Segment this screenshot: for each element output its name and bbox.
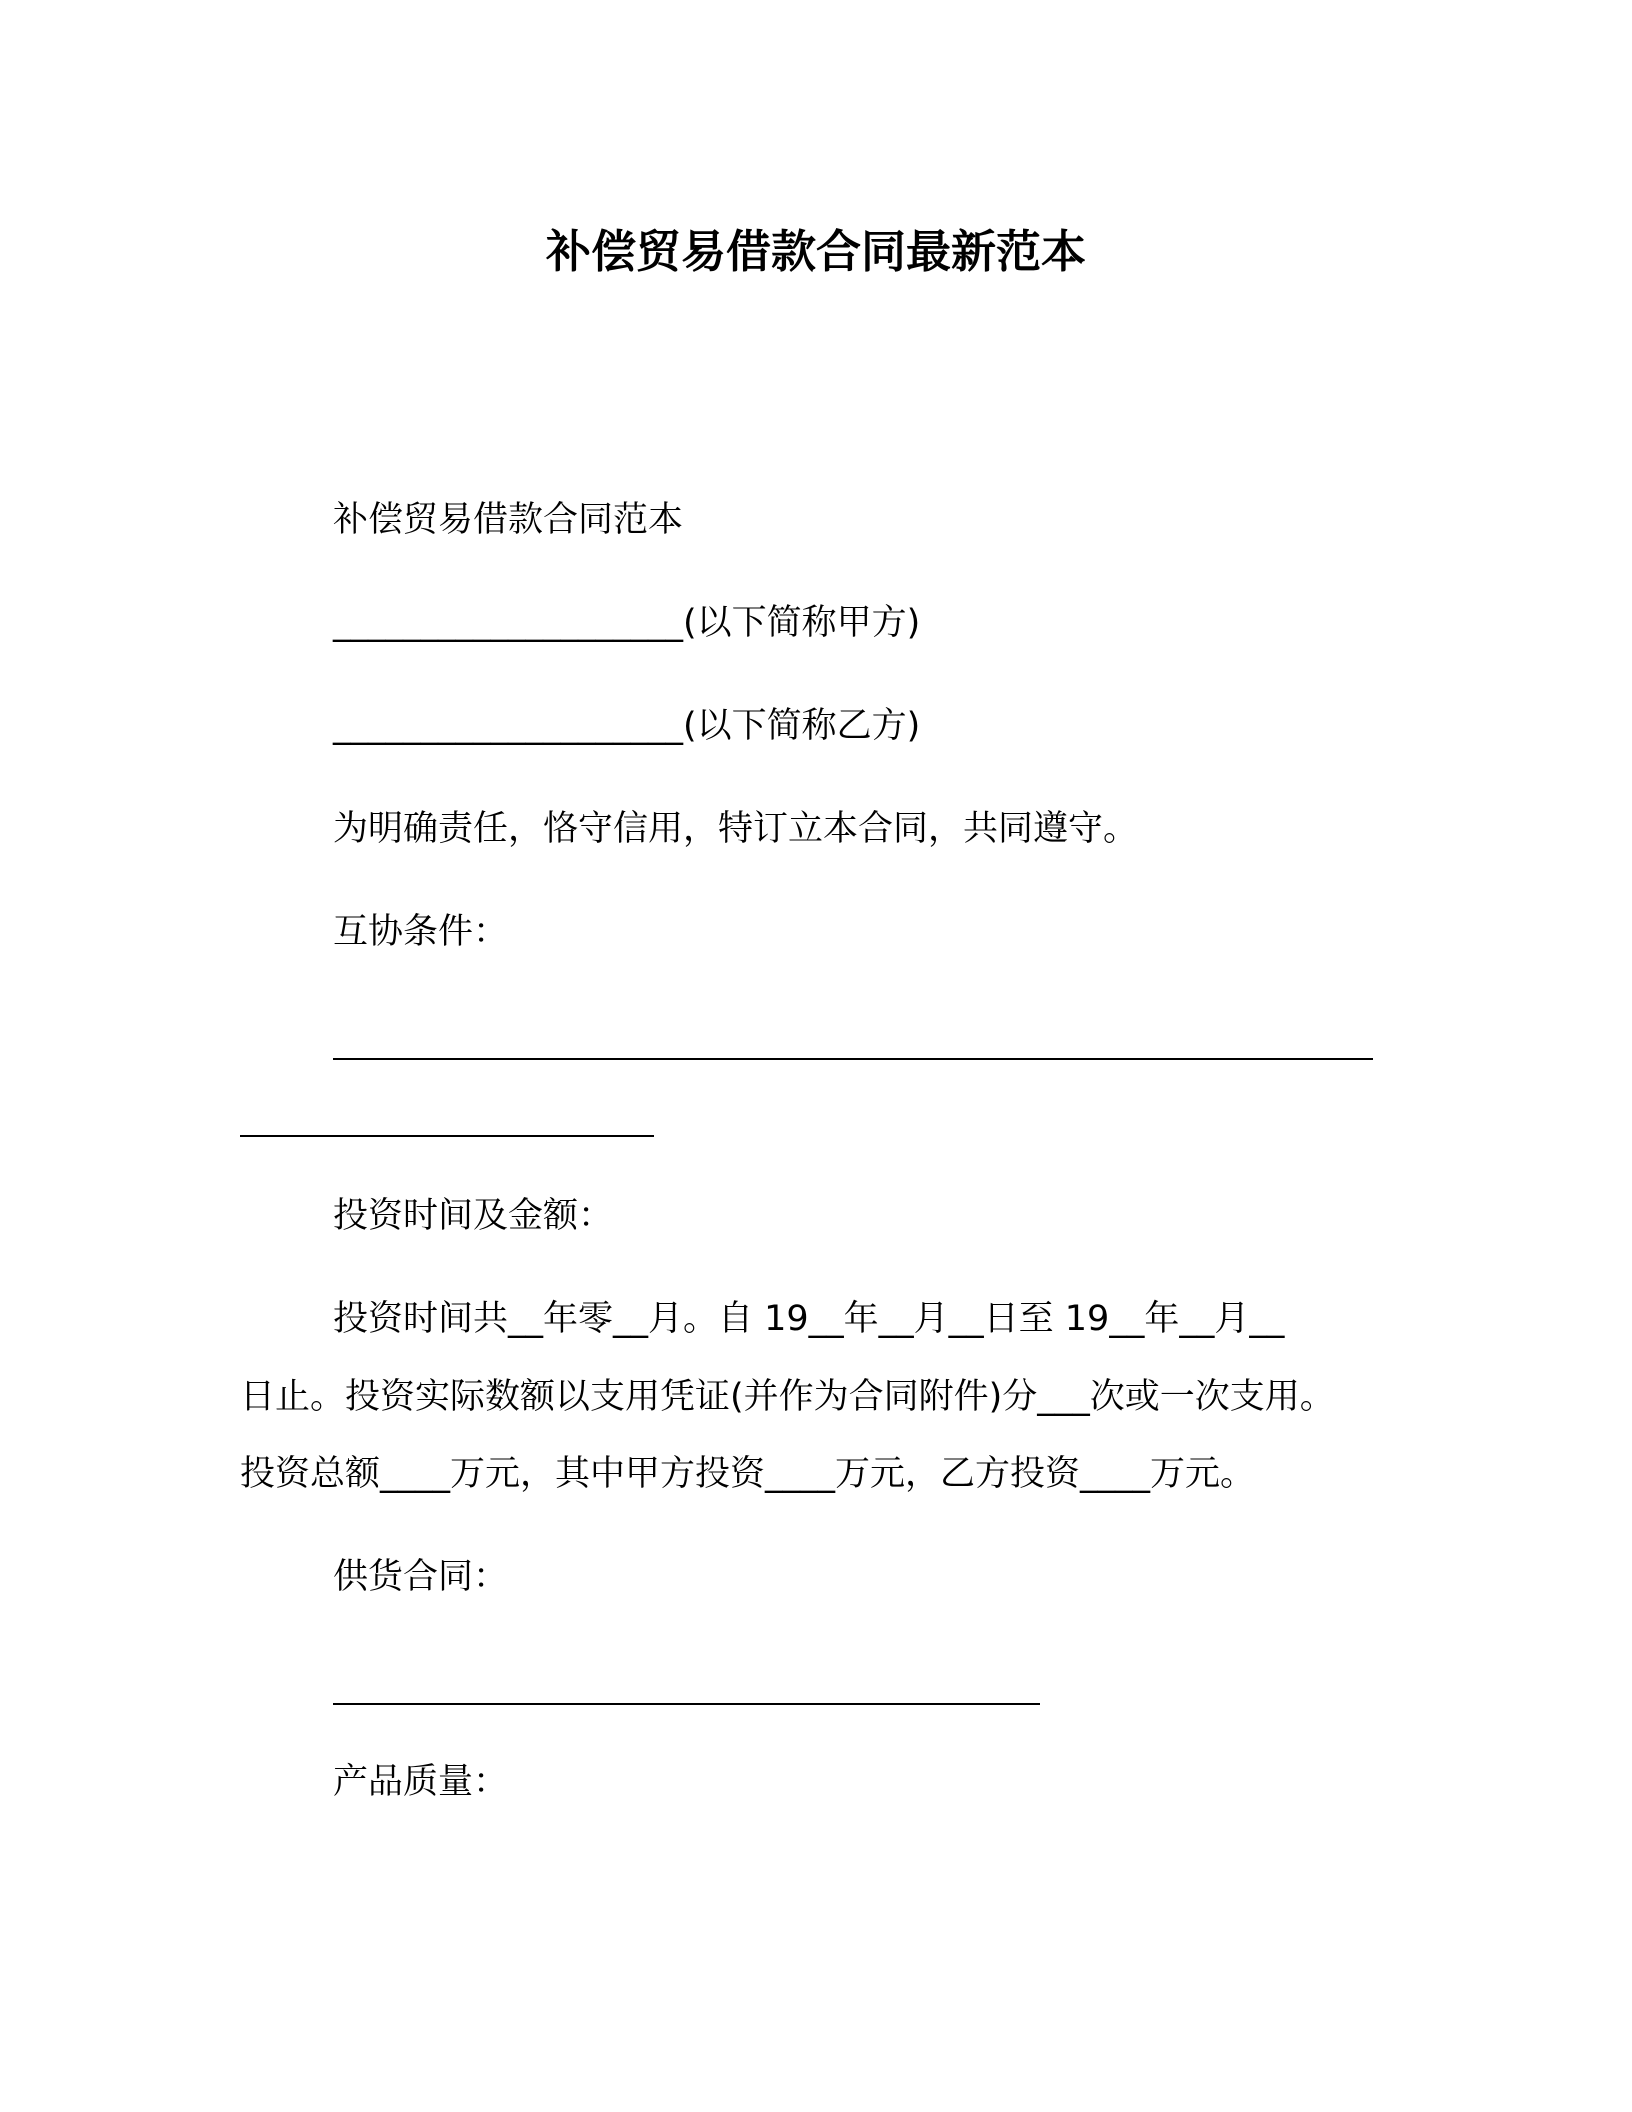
party-b-label: (以下简称乙方) bbox=[683, 706, 921, 746]
party-a-line bbox=[333, 599, 920, 647]
document-title: 补偿贸易借款合同最新范本 bbox=[545, 225, 1086, 278]
cooperation-blank-line-2 bbox=[240, 1135, 654, 1137]
party-a-blank: ____________________ bbox=[333, 603, 683, 643]
party-b-line bbox=[333, 702, 920, 750]
party-b-blank: ____________________ bbox=[333, 706, 683, 746]
preamble-text: 为明确责任，恪守信用，特订立本合同，共同遵守。 bbox=[333, 809, 1139, 849]
section-quality-heading: 产品质量： bbox=[333, 1762, 509, 1802]
section-cooperation-heading: 互协条件： bbox=[333, 912, 509, 952]
contract-subtitle: 补偿贸易借款合同范本 bbox=[333, 500, 684, 540]
party-a-label: (以下简称甲方) bbox=[683, 603, 921, 643]
supply-blank-line bbox=[333, 1703, 1040, 1705]
investment-paragraph-line-1: 投资时间共__年零__月。自 19__年__月__日至 19__年__月__ bbox=[333, 1299, 1285, 1339]
investment-paragraph-line-2: 日止。投资实际数额以支用凭证(并作为合同附件)分___次或一次支用。 bbox=[240, 1377, 1335, 1417]
investment-paragraph-line-3: 投资总额____万元，其中甲方投资____万元，乙方投资____万元。 bbox=[240, 1454, 1256, 1494]
section-supply-heading: 供货合同： bbox=[333, 1557, 509, 1597]
cooperation-blank-line-1 bbox=[333, 1058, 1373, 1060]
section-investment-heading: 投资时间及金额： bbox=[333, 1196, 614, 1236]
